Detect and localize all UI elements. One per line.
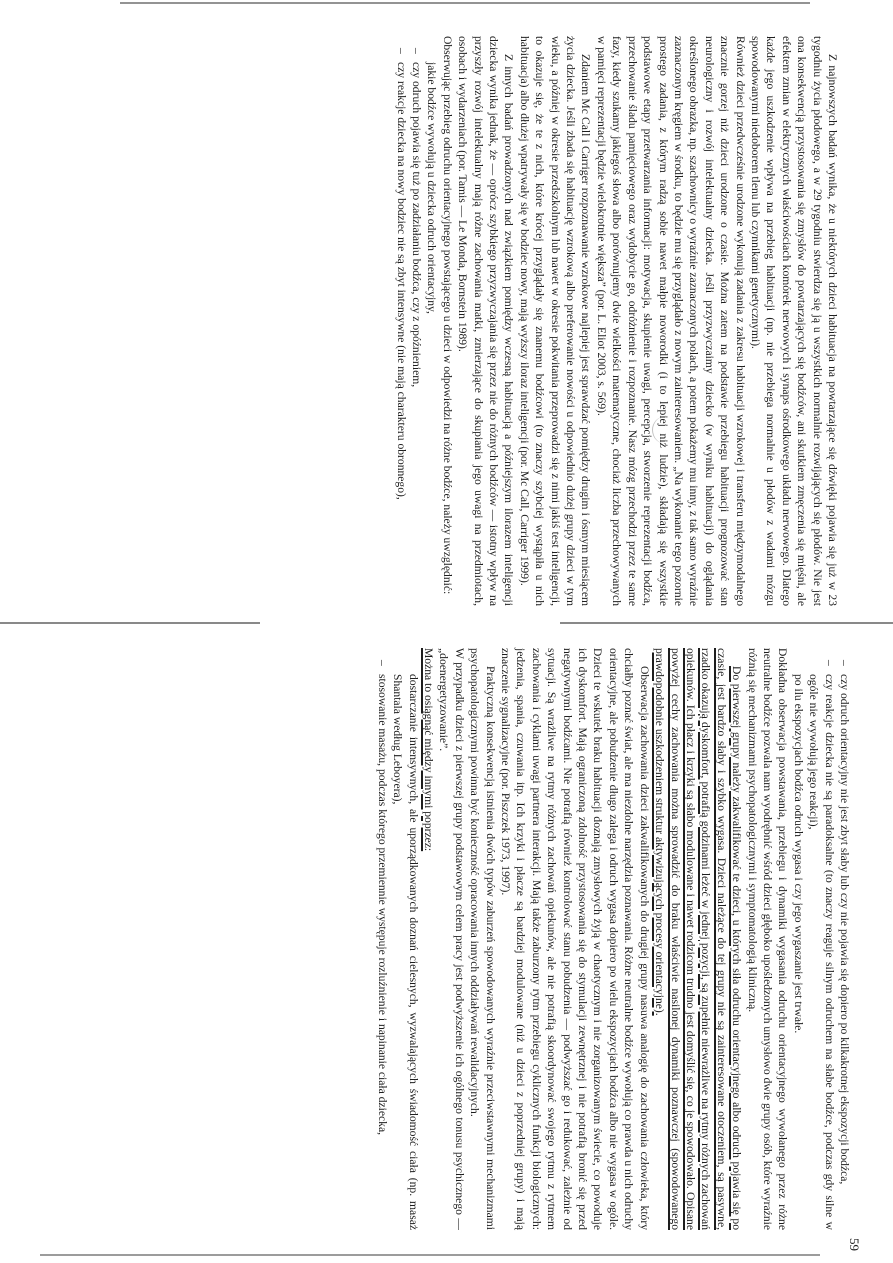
page-gutter-line [0,622,260,624]
list-item: – stosowanie masażu, podczas którego przemiennie występuje rozluźnienie i napinanie ciała dziecka, [374,674,389,1230]
lower-page-body [374,648,852,1230]
paragraph: Również dzieci przedwcześnie urodzone wykonują zadania z zakresu habituacji wzrokowej i transferu międzymodalnego znacznie gorzej niż dzieci urodzone o czasie. Można zatem na podstawie przebiegu habituacji prognozować stan neurologiczny i rozwój intelektualny dziecka. Jeśli przyzwyczaimy dziecko (w wyniku habituacji) do oglądania określonego obrazka, np. szachownicy o wyraźnie zaznaczonych polach, a potem pokażemy mu inny, z tak samo wyraźnie zaznaczonym kręgiem w środku, to będzie mu się przyglądało z nowym zainteresowaniem. „Na wykonanie tego pozornie prostego zadania, z którym radzą sobie nawet małpie noworodki (i to lepiej niż ludzie), składają się wszystkie podstawowe etapy przetwarzania informacji: motywacja, skupienie uwagi, percepcja, stworzenie reprezentacji bodźca, przechowanie śladu pamięciowego oraz wydobycie go, odróżnienie i rozpoznanie. Nasz mózg przechodzi przez te same fazy, kiedy szukamy jakiegoś słowa albo porównujemy dwie wielkości matematyczne, chociaż liczba przechowywanych w pamięci reprezentacji będzie wielokrotnie większa” (por. L. Eliot 2003, s. 569). [594,36,747,606]
upper-page [84,36,840,606]
paragraph: Do pierwszej grupy należy zakwalifikować te dzieci, u których siła odruchu orientacyjnego albo odruch pojawia się po czasie, jest bardzo słaby i szybko wygasa. Dzieci należące do tej grupy nie są zainteresowane otoczeniem, są pasywne, rzadko okazują dyskomfort, potrafią godzinami leżeć w jednej pozycji, są zupełnie niewrażliwe na rytmy różnych zachowań opiekunów. Ich płacz i krzyki są słabo modulowane i nawet rodzicom trudno jest domyślić się, co je spowodowało. Opisane powyżej cechy zachowania można sprowadzić do braku właściwie nasilonej dynamiki poznawczej (spowodowanego prawdopodobnie uszkodzeniem struktur aktywizujących procesy orientacyjne). [653,648,744,1230]
paragraph: Z najnowszych badań wynika, że u niektórych dzieci habituacja na powtarzające się dźwięki pojawia się już w 23 tygodniu życia płodowego, a w 29 tygodniu stwierdza się ją u wszystkich normalnie rozwijających się płodów. Nie jest ona konsekwencją przystosowania się zmysłów do powtarzających się bodźców, ani skutkiem zmęczenia się mięśni, ale efektem zmian w elektrycznych właściwościach komórek nerwowych i synaps ośrodkowego układu nerwowego. Dlatego każde jego uszkodzenie wpływa na przebieg habituacji (np. nie przebiega normalnie u płodów z wadami mózgu spowodowanymi niedoborem tlenu lub czynnikami genetycznymi). [748,36,839,606]
paragraph: Zdaniem Mc Call i Carriger rozpoznawanie wzrokowe najlepiej jest sprawdzać pomiędzy drugim i ósmym miesiącem życia dziecka. Jeśli zbada się habituację wzrokową albo preferowanie nowości u odpowiednio dużej grupy dzieci w tym wieku, a później w okresie przedszkolnym lub nawet w okresie pokwitania przeprowadzi się z nimi jakiś test inteligencji, to okazuje się, że te z nich, które krócej przyglądały się znanemu bodźcowi (to znaczy szybciej wystąpiła u nich habituacja) albo dłużej wpatrywały się w bodziec nowy, mają wyższy iloraz inteligencji (por. Mc Call, Carriger 1999). [517,36,593,606]
page-gutter-line [560,622,893,624]
scan-edge-bottom [40,1254,820,1256]
list-item: – czy reakcje dziecka nie są paradoksalne (to znaczy reaguje silnym odruchem na słabe bodźce, podczas gdy silne w ogóle nie wywołują jego reakcji), [806,674,837,1230]
list-item: jakie bodźce wywołują u dziecka odruch orientacyjny, [425,62,439,314]
list-item: po ilu ekspozycjach bodźca odruch wygasa i czy jego wygaszanie jest trwałe. [791,674,805,1034]
paragraph: W przypadku dzieci z pierwszej grupy podstawowym celem pracy jest podwyższenie ich ogólnego tonusu psychicznego — „doenergetyzowanie”. [437,648,466,1230]
paragraph: Obserwacja zachowania dzieci zakwalifikowanych do drugiej grupy nasuwa analogię do zachowania człowieka, który chciałby poznać świat, ale ma niezdolne narzędzia poznawania. Różne neutralne bodźce wywołują co prawda u nich odruchy orientacyjne, ale pobudzenie długo zalega i odruch wygasa dopiero po wielu ekspozycjach bodźca albo nie wygasa w ogóle. Dzieci te wskutek braku habituacji doznają zmysłowych żyją w chaotycznym i nie zorganizowanym świecie, co powoduje ich dyskomfort. Mają ograniczoną zdolność przystosowania się do stymulacji zewnętrznej i nie potrafią bronić się przed negatywnymi bodźcami. Nie potrafią również kontrolować stanu pobudzenia — podwyższać go i redukować, zależnie od sytuacji. Są wrażliwe na rytmy różnych zachowań opiekunów, ale nie potrafią skoordynować swojego rytmu z rytmem zachowania i cyklami uwagi partnera interakcji. Mają także zaburzony rytm przebiegu cyklicznych funkcji biologicznych: jedzenia, spania, czuwania itp. Ich krzyki i płacze są bardziej modulowane (niż u dzieci z poprzedniej grupy) i mają znaczenie sygnalizacyjne (por. Piszczek 1973, 1997). [499,648,651,1230]
list-item: – czy odruch pojawia się tuż po zadziałaniu bodźca, czy z opóźnieniem, [409,62,424,606]
paragraph: Dokładna obserwacja powstawania, przebiegu i dynamiki wygasania odruchu orientacyjnego wywołanego przez różne neutralne bodźce pozwala nam wyodrębnić wśród dzieci głęboko upośledzonych umysłowo dwie grupy osób, które wyraźnie różnią się mechanizmami psychopatologicznymi i symptomatologią kliniczną. [745,648,790,1230]
scan-edge-top [120,2,810,4]
paragraph: Z innych badań prowadzonych nad związkiem pomiędzy wczesną habituacją a późniejszym ilorazem inteligencji dziecka wynika jednak, że — oprócz szybkiego przyzwyczajania się przez nie do różnych bodźców — istotny wpływ na przyszły rozwój intelektualny mają różne zachowania matki, zmierzające do skupiania jego uwagi na przedmiotach, osobach i wydarzeniach (por. Tamis — Le Monda, Bornstein 1989). [456,36,516,606]
paragraph: Obserwując przebieg odruchu orientacyjnego powstającego u dzieci w odpowiedzi na różne bodźce, należy uwzględnić: [440,36,454,595]
page-number: 59 [847,1238,862,1251]
paragraph: Praktyczną konsekwencją istnienia dwóch typów zaburzeń spowodowanych wyraźnie przeciwstawnymi mechanizmami psychopatologicznymi powinna być konieczność opracowania innych oddziaływań rewalidacyjnych. [468,648,497,1230]
list-item: dostarczanie intensywnych, ale uporządkowanych doznań cielesnych, wyzwalających świadomość ciała (np. masaż Shantala według Leboyera), [391,674,420,1230]
methods-list [374,648,420,1230]
observation-list [393,36,439,606]
list-item: – czy reakcje dziecka na nowy bodziec nie są zbyt intensywne (nie mają charakteru obronnego), [393,62,408,606]
upper-page-body [393,36,840,606]
list-item: – czy odruch orientacyjny nie jest zbyt słaby lub czy nie pojawia się dopiero po kilkakrotnej ekspozycji bodźca, [837,674,852,1230]
lower-page [64,648,852,1230]
paragraph: Można to osiągnąć między innymi poprzez: [422,648,436,852]
observation-list-continued [790,648,852,1230]
